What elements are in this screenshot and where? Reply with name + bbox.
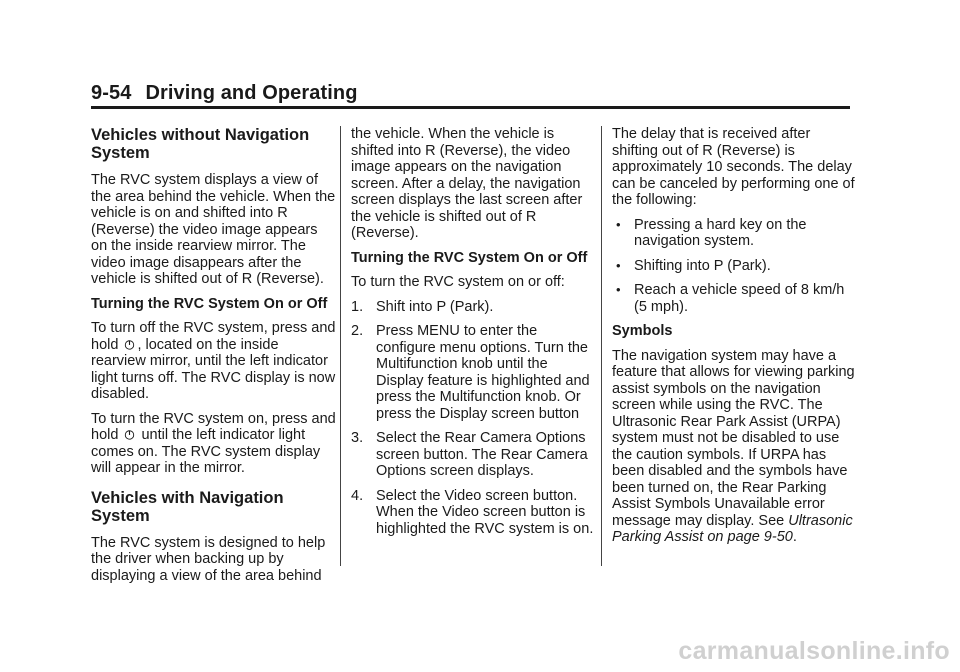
rvc-power-icon (124, 429, 135, 440)
rvc-power-icon (124, 339, 135, 350)
subheading-turning-on-off: Turning the RVC System On or Off (351, 249, 588, 266)
paragraph-turn-on: To turn the RVC system on, press and hold until the left indicator light comes on. The RVC system display will appear in the mirror. (91, 410, 336, 476)
watermark: carmanualsonline.info (678, 637, 950, 665)
paragraph: The RVC system is designed to help the driver when backing up by displaying a view of the area behind (91, 534, 326, 584)
column-1 (91, 126, 336, 592)
section-title: Driving and Operating (145, 82, 358, 104)
list-item: 4. Select the Video screen button. When the Video screen button is highlighted the RVC system is on. (351, 487, 594, 537)
list-item: 1. Shift into P (Park). (351, 298, 494, 315)
column-divider-1 (340, 126, 341, 566)
page-header (91, 82, 358, 105)
cross-reference-link[interactable]: Ultrasonic Parking Assist on page 9-50 (612, 512, 853, 545)
paragraph-symbols: The navigation system may have a feature that allows for viewing parking assist symbols on the navigation screen while using the RVC. The Ultrasonic Rear Park Assist (URPA) system must not be disabled to use the caution symbols. If URPA has been disabled and the symbols have been turned on, the Rear Parking Assist Symbols Unavailable error message may display. See Ultrasonic Parking Assist on page 9-50. (612, 347, 855, 545)
list-item: • Shifting into P (Park). (616, 257, 771, 274)
list-item: 2. Press MENU to enter the configure menu options. Turn the Multifunction knob until the Display feature is highlighted and press the Multifunction knob. Or press the Display screen button (351, 323, 590, 422)
steps-list (351, 299, 596, 538)
paragraph: the vehicle. When the vehicle is shifted into R (Reverse), the video image appears on the navigation screen. After a delay, the navigation screen displays the last screen after the vehicle is shifted out of R (Reverse). (351, 126, 583, 241)
paragraph: The delay that is received after shifting out of R (Reverse) is approximately 10 seconds. The delay can be canceled by performing one of the following: (612, 126, 855, 208)
column-3 (612, 126, 857, 554)
column-2 (351, 126, 596, 545)
paragraph: To turn the RVC system on or off: (351, 274, 565, 290)
list-item: • Pressing a hard key on the navigation system. (616, 216, 807, 249)
heading-with-navigation: Vehicles with Navigation System (91, 488, 284, 525)
subheading-symbols: Symbols (612, 323, 673, 339)
header-rule (91, 106, 850, 109)
bullet-icon: • (616, 216, 621, 232)
column-divider-2 (601, 126, 602, 566)
bullet-icon: • (616, 257, 621, 273)
bullet-icon: • (616, 282, 621, 297)
paragraph-turn-off: To turn off the RVC system, press and hold , located on the inside rearview mirror, until the left indicator light turns off. The RVC display is now disabled. (91, 320, 336, 402)
list-item: • Reach a vehicle speed of 8 km/h (5 mph). (616, 282, 845, 315)
list-item: 3. Select the Rear Camera Options screen button. The Rear Camera Options screen displays. (351, 430, 588, 479)
paragraph: The RVC system displays a view of the area behind the vehicle. When the vehicle is on and shifted into R (Reverse) the video image appears on the inside rearview mirror. The video image disappears after the vehicle is shifted out of R (Reverse). (91, 172, 336, 287)
heading-without-navigation: Vehicles without Navigation System (91, 126, 310, 162)
page-number: 9-54 (91, 82, 132, 104)
subheading-turning-on-off: Turning the RVC System On or Off (91, 295, 328, 312)
